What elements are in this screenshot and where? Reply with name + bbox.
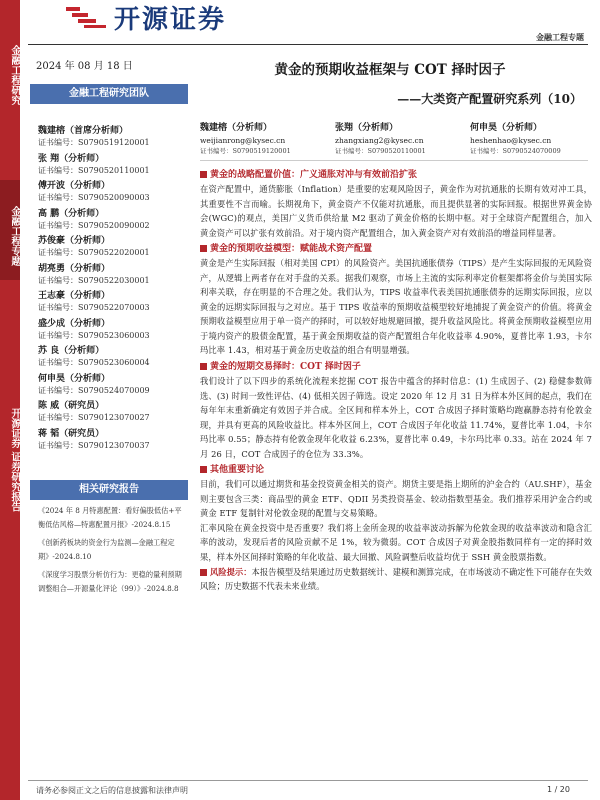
team-member-cert: 证书编号：S0790519120001 — [38, 138, 150, 147]
team-member — [38, 235, 188, 263]
bullet-icon — [200, 569, 207, 576]
team-member-cert: 证书编号：S0790123070027 — [38, 413, 150, 422]
team-member-name: 张 翔（分析师） — [38, 153, 105, 164]
risk-warning-heading: 风险提示： — [210, 566, 252, 577]
team-member-cert: 证书编号：S0790520110001 — [38, 165, 150, 175]
brand-logo-icon — [64, 5, 108, 29]
author-name: 魏建榕（分析师） — [200, 123, 273, 133]
brand-logo — [64, 2, 227, 35]
team-member — [38, 318, 188, 346]
team-member — [38, 208, 188, 236]
team-member — [38, 153, 188, 181]
side-strip-bottom: 开源证券 证券研究报告 — [9, 408, 20, 512]
related-report-link[interactable]: 《创新药板块的资金行为监测—金融工程定期》-2024.8.10 — [38, 538, 175, 561]
reports-box-title: 相关研究报告 — [30, 480, 188, 500]
team-member-cert: 证书编号：S0790523060004 — [38, 358, 150, 367]
team-member-name: 高 鹏（分析师） — [38, 208, 105, 219]
author-card — [200, 122, 320, 156]
author-name: 何申昊（分析师） — [470, 123, 543, 133]
team-member-cert: 证书编号：S0790520090003 — [38, 193, 150, 202]
page-number: 1 / 20 — [546, 785, 570, 794]
report-subtitle: ——大类资产配置研究系列（10） — [397, 92, 582, 106]
bullet-icon — [200, 363, 207, 370]
section-heading-text: 其他重要讨论 — [210, 465, 265, 476]
section-paragraph: 汇率风险在黄金投资中是否重要？我们将上金所金现的收益率波动拆解为伦敦金现的收益率波动和隐含汇率的波动，发现后者的风险贡献不足 1%，较为微弱。COT 合成因子对黄金股指数同样有一定的择时效果，样本外区间择时策略的年化收益、最大回撤、风险调整后收益均优于 SSH 黄金股票指数。 — [200, 522, 592, 563]
team-member-name: 胡亮勇（分析师） — [38, 263, 111, 274]
section-paragraph: 我们设计了以下四步的系统化流程来挖掘 COT 报告中蕴含的择时信息：(1) 生成因子、(2) 稳健参数筛选、(3) 时间一致性评估、(4) 低相关因子筛选。设定 2020 年 12 月 31 日为样本外区间的起点，我们在每年年末重新确定有效因子并合成。全区间和样本外上，COT 合成因子择时策略均跑赢静态持有伦敦金现，并具有更高的风险收益比。样本外区间上，COT 合成因子年化收益 11.74%，夏普比率 1.04，卡尔玛比率 0.55；静态持有伦敦金现年化收益 6.23%，夏普比率 0.49，卡尔玛比率 0.33。站在 2024 年 7 月 26 日，COT 合成因子的仓位为 33.3%。 — [200, 376, 592, 459]
team-member-cert: 证书编号：S0790520090002 — [38, 220, 150, 230]
side-strip-top: 金融工程研究 — [0, 30, 20, 120]
team-member-cert: 证书编号：S0790522030001 — [38, 275, 150, 285]
risk-warning-text: 本报告模型及结果通过历史数据统计、建模和测算完成，在市场波动不确定性下可能存在失效风险；历史数据不代表未来业绩。 — [200, 566, 592, 592]
related-report-link[interactable]: 《深度学习股票分析仿行为：更稳的量利预期调整组合—开源量化评论（99）》-2024.8.8 — [38, 570, 182, 593]
team-member-cert: 证书编号：S0790524070009 — [38, 385, 150, 395]
author-cert: 证书编号：S0790520110001 — [335, 147, 426, 155]
team-member-cert: 证书编号：S0790522070003 — [38, 303, 150, 312]
section-paragraph: 目前，我们可以通过期货和基金投资黄金相关的资产。期货主要是指上期所的沪金合约（AU.SHF），基金则主要包含三类：商品型的黄金 ETF、QDII 另类投资基金、较动指数型基金。我们推荐采用沪金合约或黄金 ETF 复制针对伦敦金现的配置与交易策略。 — [200, 479, 592, 519]
team-member — [38, 345, 188, 373]
team-list — [38, 125, 188, 455]
related-report-link[interactable]: 《2024 年 8 月特惠配置：看好偏股低估+平衡低估风格—特惠配置月报》-2024.8.15 — [38, 506, 182, 529]
team-member-name: 魏建榕（首席分析师） — [38, 126, 129, 136]
team-member-name: 何申昊（分析师） — [38, 373, 111, 384]
team-member — [38, 373, 188, 401]
section-heading-text: 黄金的战略配置价值：广义通胀对冲与有效前沿扩张 — [210, 170, 418, 180]
team-member-name: 傅开波（分析师） — [38, 181, 111, 191]
section-heading — [200, 360, 592, 374]
team-member-name: 蒋 韬（研究员） — [38, 428, 105, 439]
team-member — [38, 263, 188, 291]
report-date: 2024 年 08 月 18 日 — [36, 61, 133, 72]
author-divider — [200, 160, 588, 161]
report-body — [200, 166, 592, 594]
report-category: 金融工程专题 — [536, 33, 584, 42]
bullet-icon — [200, 171, 207, 178]
section-heading-text: 黄金的短期交易择时：COT 择时因子 — [210, 362, 361, 373]
author-card — [470, 122, 590, 156]
team-member — [38, 400, 188, 428]
team-member — [38, 428, 188, 456]
author-list — [200, 122, 590, 156]
footer-disclaimer: 请务必参阅正文之后的信息披露和法律声明 — [36, 786, 188, 795]
side-strip — [0, 0, 20, 800]
risk-warning — [200, 565, 592, 594]
author-email[interactable]: zhangxiang2@kysec.cn — [335, 136, 424, 145]
section-heading — [200, 463, 592, 477]
team-member-name: 盛少成（分析师） — [38, 318, 111, 329]
brand-name: 开源证券 — [114, 4, 227, 35]
author-card — [335, 122, 455, 156]
header-divider — [28, 44, 588, 45]
author-cert: 证书编号：S0790524070009 — [470, 147, 561, 155]
team-member-name: 苏 良（分析师） — [38, 346, 105, 356]
team-box-title: 金融工程研究团队 — [30, 84, 188, 104]
side-strip-middle: 金融工程专题 — [0, 180, 20, 280]
team-member-cert: 证书编号：S0790523060003 — [38, 330, 150, 340]
bullet-icon — [200, 466, 207, 473]
team-member — [38, 125, 188, 153]
section-heading-text: 黄金的预期收益模型：赋能战术资产配置 — [210, 244, 373, 255]
section-heading — [200, 168, 592, 182]
section-paragraph: 黄金是产生实际回报（相对美国 CPI）的风险资产。美国抗通胀债券（TIPS）是产生实际回报的无风险资产，从逻辑上两者存在对手盘的关系。据我们观察，市场上主流的实际利率定价框架都将金价与美国实际利率关联，存在明显的不合理之处。我们认为，TIPS 收益率代表美国抗通胀债券的远期实际回报，应以黄金的远期实际回报与之对应。基于 TIPS 收益率的预期收益模型较好地捕捉了黄金资产的价值。将黄金预期收益模型应用于单一资产的择时，可以较好地规避回撤，提升收益风险比。将黄金预期收益模型应用于境内资产的股债金配置，基于黄金预期收益的资产配置组合年化收益率 4.90%，夏普比率 1.93，卡尔玛比率 1.43，相对基于黄金历史收益的组合有明显增强。 — [200, 258, 592, 356]
team-member — [38, 290, 188, 318]
related-reports — [38, 504, 188, 600]
author-email[interactable]: heshenhao@kysec.cn — [470, 136, 552, 145]
team-member-cert: 证书编号：S0790522020001 — [38, 248, 150, 257]
team-member — [38, 180, 188, 208]
team-member-name: 王志豪（分析师） — [38, 291, 111, 301]
team-member-cert: 证书编号：S0790123070037 — [38, 440, 150, 450]
author-name: 张翔（分析师） — [335, 123, 399, 133]
team-member-name: 苏俊豪（分析师） — [38, 236, 111, 246]
author-cert: 证书编号：S0790519120001 — [200, 147, 291, 155]
section-heading — [200, 242, 592, 256]
footer-divider — [28, 780, 588, 781]
report-title: 黄金的预期收益框架与 COT 择时因子 — [274, 62, 506, 78]
section-paragraph: 在资产配置中，通货膨胀（Inflation）是重要的宏观风险因子，黄金作为对抗通胀的长期有效对冲工具，其重要性不言而喻。长期视角下，黄金资产不仅能对抗通胀，而且提供显著的实际回报。根据世界黄金协会(WGC)的观点，美国广义货币供给量 M2 驱动了黄金价格的长期中枢。对于全球资产配置组合，加入黄金资产可以扩张有效前沿。对于境内资产配置组合，加入黄金资产对有效前沿的增益同样显著。 — [200, 184, 592, 238]
team-member-name: 陈 威（研究员） — [38, 401, 105, 411]
bullet-icon — [200, 245, 207, 252]
author-email[interactable]: weijianrong@kysec.cn — [200, 136, 286, 145]
